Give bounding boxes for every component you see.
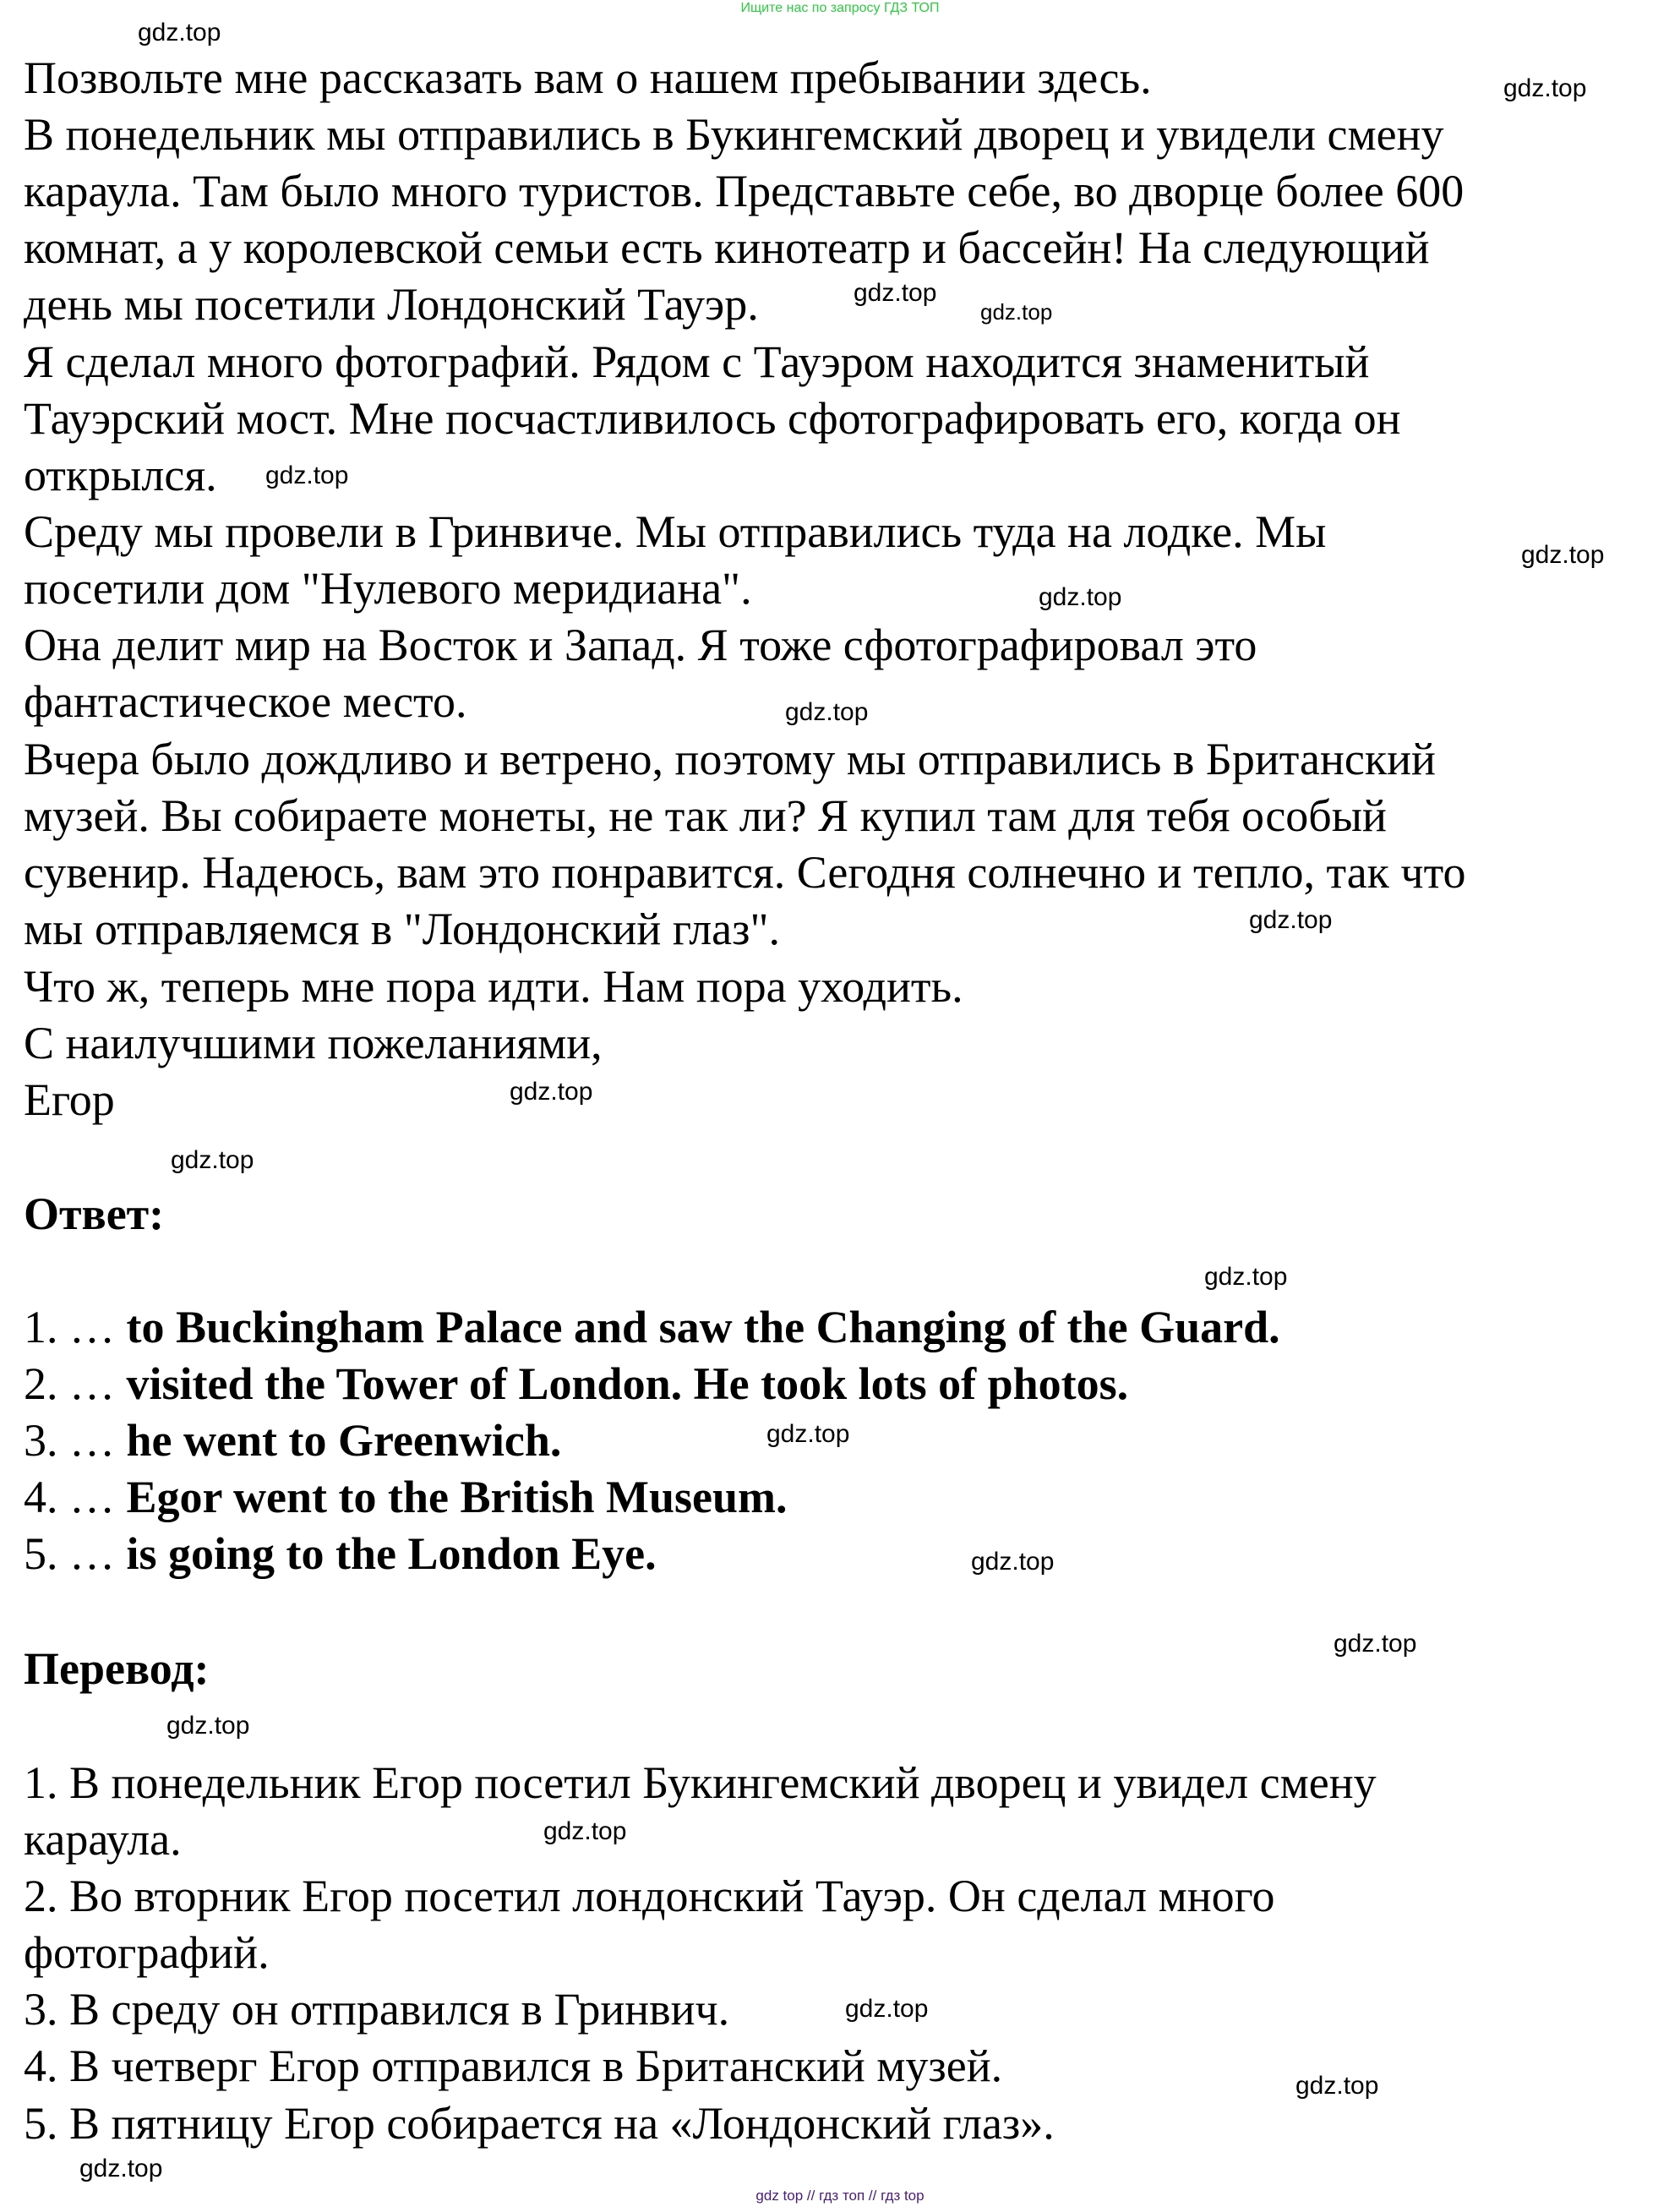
watermark: gdz.top bbox=[971, 1548, 1055, 1576]
letter-line: Она делит мир на Восток и Запад. Я тоже сфотографировал это bbox=[24, 620, 1257, 670]
letter-line: Что ж, теперь мне пора идти. Нам пора уходить. bbox=[24, 961, 963, 1012]
answer-heading: Ответ: bbox=[24, 1188, 165, 1239]
watermark: gdz.top bbox=[265, 462, 349, 489]
letter-line: Тауэрский мост. Мне посчастливилось сфотографировать его, когда он bbox=[24, 393, 1401, 444]
letter-line: комнат, а у королевской семьи есть кинотеатр и бассейн! На следующий bbox=[24, 222, 1430, 273]
letter-line: В понедельник мы отправились в Букингемский дворец и увидели смену bbox=[24, 109, 1444, 160]
watermark: gdz.top bbox=[980, 299, 1053, 325]
watermark: gdz.top bbox=[1204, 1263, 1288, 1291]
answer-text: he went to Greenwich. bbox=[126, 1415, 562, 1466]
translation-line: караула. bbox=[24, 1814, 182, 1865]
watermark: gdz.top bbox=[785, 698, 869, 726]
letter-line: фантастическое место. bbox=[24, 676, 467, 727]
answer-number: 3. … bbox=[24, 1415, 115, 1466]
watermark: gdz.top bbox=[854, 279, 937, 307]
answer-text: to Buckingham Palace and saw the Changing of the Guard. bbox=[126, 1302, 1280, 1352]
watermark: gdz.top bbox=[766, 1420, 850, 1448]
letter-line: Позвольте мне рассказать вам о нашем пребывании здесь. bbox=[24, 52, 1152, 103]
answer-item bbox=[24, 1299, 1280, 1355]
watermark: gdz.top bbox=[1295, 2072, 1379, 2100]
translation-line: 3. В среду он отправился в Гринвич. bbox=[24, 1984, 730, 2035]
watermark: gdz.top bbox=[1503, 74, 1587, 102]
letter-line: сувенир. Надеюсь, вам это понравится. Сегодня солнечно и тепло, так что bbox=[24, 847, 1466, 898]
watermark: gdz.top bbox=[138, 19, 221, 46]
answer-number: 5. … bbox=[24, 1528, 115, 1579]
answer-text: is going to the London Eye. bbox=[126, 1528, 657, 1579]
answer-item bbox=[24, 1526, 657, 1582]
watermark: gdz.top bbox=[1039, 583, 1122, 611]
answer-number: 1. … bbox=[24, 1302, 115, 1352]
watermark: gdz.top bbox=[510, 1078, 593, 1106]
answer-item bbox=[24, 1356, 1128, 1412]
translation-line: 2. Во вторник Егор посетил лондонский Тауэр. Он сделал много bbox=[24, 1871, 1275, 1921]
letter-line: С наилучшими пожеланиями, bbox=[24, 1018, 603, 1068]
letter-line: караула. Там было много туристов. Представьте себе, во дворце более 600 bbox=[24, 166, 1465, 216]
letter-line: Егор bbox=[24, 1074, 115, 1125]
watermark: gdz.top bbox=[1334, 1630, 1417, 1658]
header-banner: Ищите нас по запросу ГДЗ ТОП bbox=[740, 1, 940, 15]
watermark: gdz.top bbox=[543, 1817, 627, 1845]
letter-line: музей. Вы собираете монеты, не так ли? Я купил там для тебя особый bbox=[24, 790, 1387, 841]
translation-line: фотографий. bbox=[24, 1927, 270, 1978]
letter-line: Я сделал много фотографий. Рядом с Тауэром находится знаменитый bbox=[24, 336, 1370, 387]
translation-line: 4. В четверг Егор отправился в Британский музей. bbox=[24, 2040, 1003, 2091]
answer-text: Egor went to the British Museum. bbox=[126, 1472, 788, 1522]
translation-line: 1. В понедельник Егор посетил Букингемский дворец и увидел смену bbox=[24, 1757, 1377, 1808]
letter-line: Среду мы провели в Гринвиче. Мы отправились туда на лодке. Мы bbox=[24, 506, 1327, 557]
watermark: gdz.top bbox=[1249, 906, 1333, 934]
letter-line: открылся. bbox=[24, 450, 217, 500]
answer-item bbox=[24, 1412, 561, 1468]
answer-number: 2. … bbox=[24, 1358, 115, 1409]
watermark: gdz.top bbox=[1521, 541, 1605, 569]
footer-links: gdz top // гдз топ // гдз top bbox=[755, 2188, 925, 2204]
translation-heading: Перевод: bbox=[24, 1643, 210, 1694]
translation-line: 5. В пятницу Егор собирается на «Лондонский глаз». bbox=[24, 2098, 1055, 2149]
answer-item bbox=[24, 1469, 787, 1525]
watermark: gdz.top bbox=[171, 1146, 254, 1174]
watermark: gdz.top bbox=[79, 2155, 163, 2182]
letter-line: день мы посетили Лондонский Тауэр. bbox=[24, 279, 759, 330]
answer-text: visited the Tower of London. He took lots of photos. bbox=[126, 1358, 1129, 1409]
watermark: gdz.top bbox=[845, 1995, 929, 2023]
answer-number: 4. … bbox=[24, 1472, 115, 1522]
letter-line: посетили дом "Нулевого меридиана". bbox=[24, 563, 752, 614]
letter-line: мы отправляемся в "Лондонский глаз". bbox=[24, 904, 781, 954]
watermark: gdz.top bbox=[166, 1712, 250, 1740]
letter-line: Вчера было дождливо и ветрено, поэтому мы отправились в Британский bbox=[24, 734, 1436, 784]
